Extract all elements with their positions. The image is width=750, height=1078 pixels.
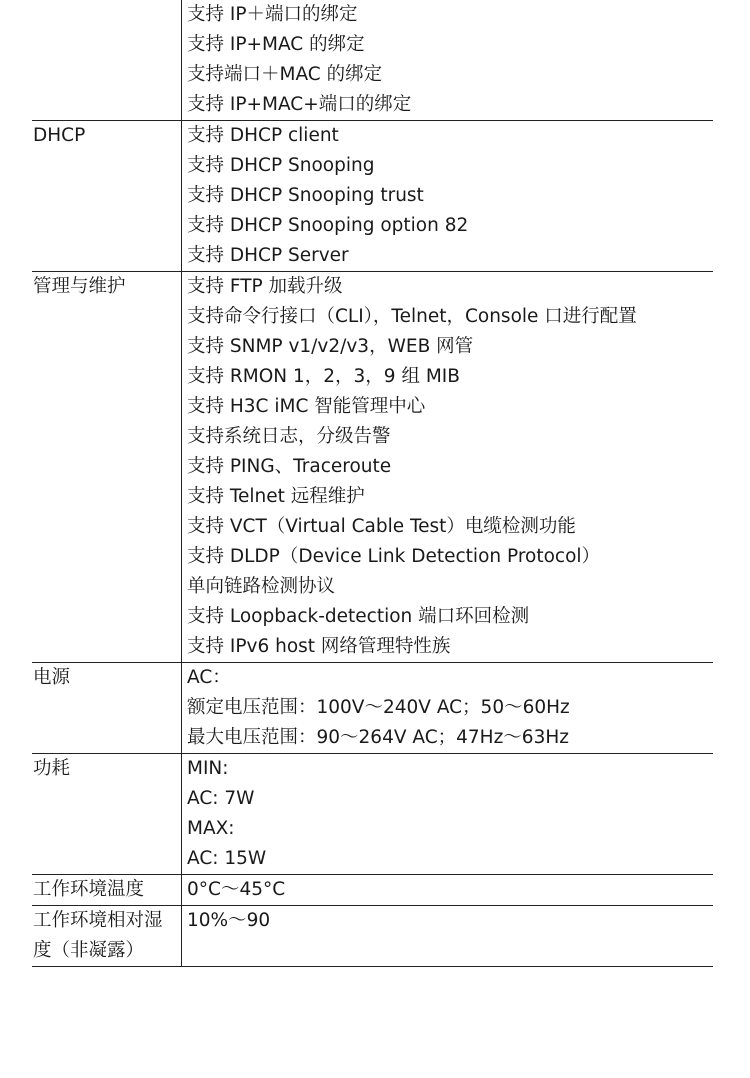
spec-value-line: 支持 DHCP client (187, 125, 339, 146)
spec-value-line: 支持 IP+MAC 的绑定 (187, 34, 365, 55)
spec-value-line: 最大电压范围：90～264V AC；47Hz～63Hz (187, 727, 569, 748)
spec-value-line: 支持 IP＋端口的绑定 (187, 4, 358, 25)
spec-value-line: AC: 7W (187, 788, 255, 809)
spec-values (182, 875, 714, 906)
spec-values (182, 0, 714, 121)
table-row (32, 875, 713, 906)
table-row (32, 121, 713, 272)
spec-key (32, 663, 182, 754)
spec-key-label: 工作环境温度 (33, 879, 145, 900)
table-row (32, 754, 713, 875)
spec-values (182, 663, 714, 754)
spec-values (182, 121, 714, 272)
spec-key-label: 电源 (33, 667, 71, 688)
spec-key (32, 272, 182, 663)
table-row (32, 663, 713, 754)
spec-values (182, 906, 714, 967)
spec-value-line: 支持系统日志，分级告警 (187, 426, 391, 447)
spec-value-line: 支持 Telnet 远程维护 (187, 486, 365, 507)
spec-value-line: 支持 DHCP Snooping trust (187, 185, 424, 206)
spec-value-line: 支持 DHCP Snooping (187, 155, 375, 176)
spec-value-line: 支持 IPv6 host 网络管理特性族 (187, 636, 451, 657)
spec-value-line: 支持端口＋MAC 的绑定 (187, 64, 383, 85)
spec-values (182, 754, 714, 875)
table-row (32, 906, 713, 967)
spec-key (32, 754, 182, 875)
spec-key-label: DHCP (33, 125, 86, 146)
spec-value-line: 支持 FTP 加载升级 (187, 276, 343, 297)
spec-value-line: 支持 PING、Traceroute (187, 456, 392, 477)
spec-value-line: 单向链路检测协议 (187, 576, 336, 597)
spec-value-line: 支持 DLDP（Device Link Detection Protocol） (187, 546, 601, 567)
spec-value-line: 支持 SNMP v1/v2/v3，WEB 网管 (187, 336, 474, 357)
spec-value-line: 支持 VCT（Virtual Cable Test）电缆检测功能 (187, 516, 576, 537)
spec-value-line: 支持 DHCP Snooping option 82 (187, 215, 469, 236)
spec-key-label-continued: 度（非凝露） (33, 940, 145, 961)
spec-key-label: 功耗 (33, 758, 71, 779)
spec-value-line: AC: 15W (187, 848, 267, 869)
table-row (32, 272, 713, 663)
spec-value-line: 支持 IP+MAC+端口的绑定 (187, 94, 412, 115)
spec-value-line: 支持 RMON 1，2，3，9 组 MIB (187, 366, 460, 387)
spec-value-line: 支持 DHCP Server (187, 245, 349, 266)
spec-value-line: AC： (187, 667, 231, 688)
spec-value-line: 0°C～45°C (187, 879, 286, 900)
spec-key (32, 121, 182, 272)
spec-key-label: 管理与维护 (33, 276, 126, 297)
spec-key (32, 0, 182, 121)
spec-value-line: 支持命令行接口（CLI），Telnet，Console 口进行配置 (187, 306, 637, 327)
spec-value-line: MIN: (187, 758, 229, 779)
spec-value-line: 10%～90 (187, 910, 271, 931)
spec-value-line: 支持 H3C iMC 智能管理中心 (187, 396, 426, 417)
spec-key-label: 工作环境相对湿 (33, 910, 163, 931)
spec-value-line: 额定电压范围：100V～240V AC；50～60Hz (187, 697, 570, 718)
spec-table (32, 0, 713, 967)
spec-value-line: 支持 Loopback-detection 端口环回检测 (187, 606, 530, 627)
spec-key (32, 875, 182, 906)
spec-value-line: MAX: (187, 818, 235, 839)
spec-values (182, 272, 714, 663)
spec-key (32, 906, 182, 967)
table-row (32, 0, 713, 121)
